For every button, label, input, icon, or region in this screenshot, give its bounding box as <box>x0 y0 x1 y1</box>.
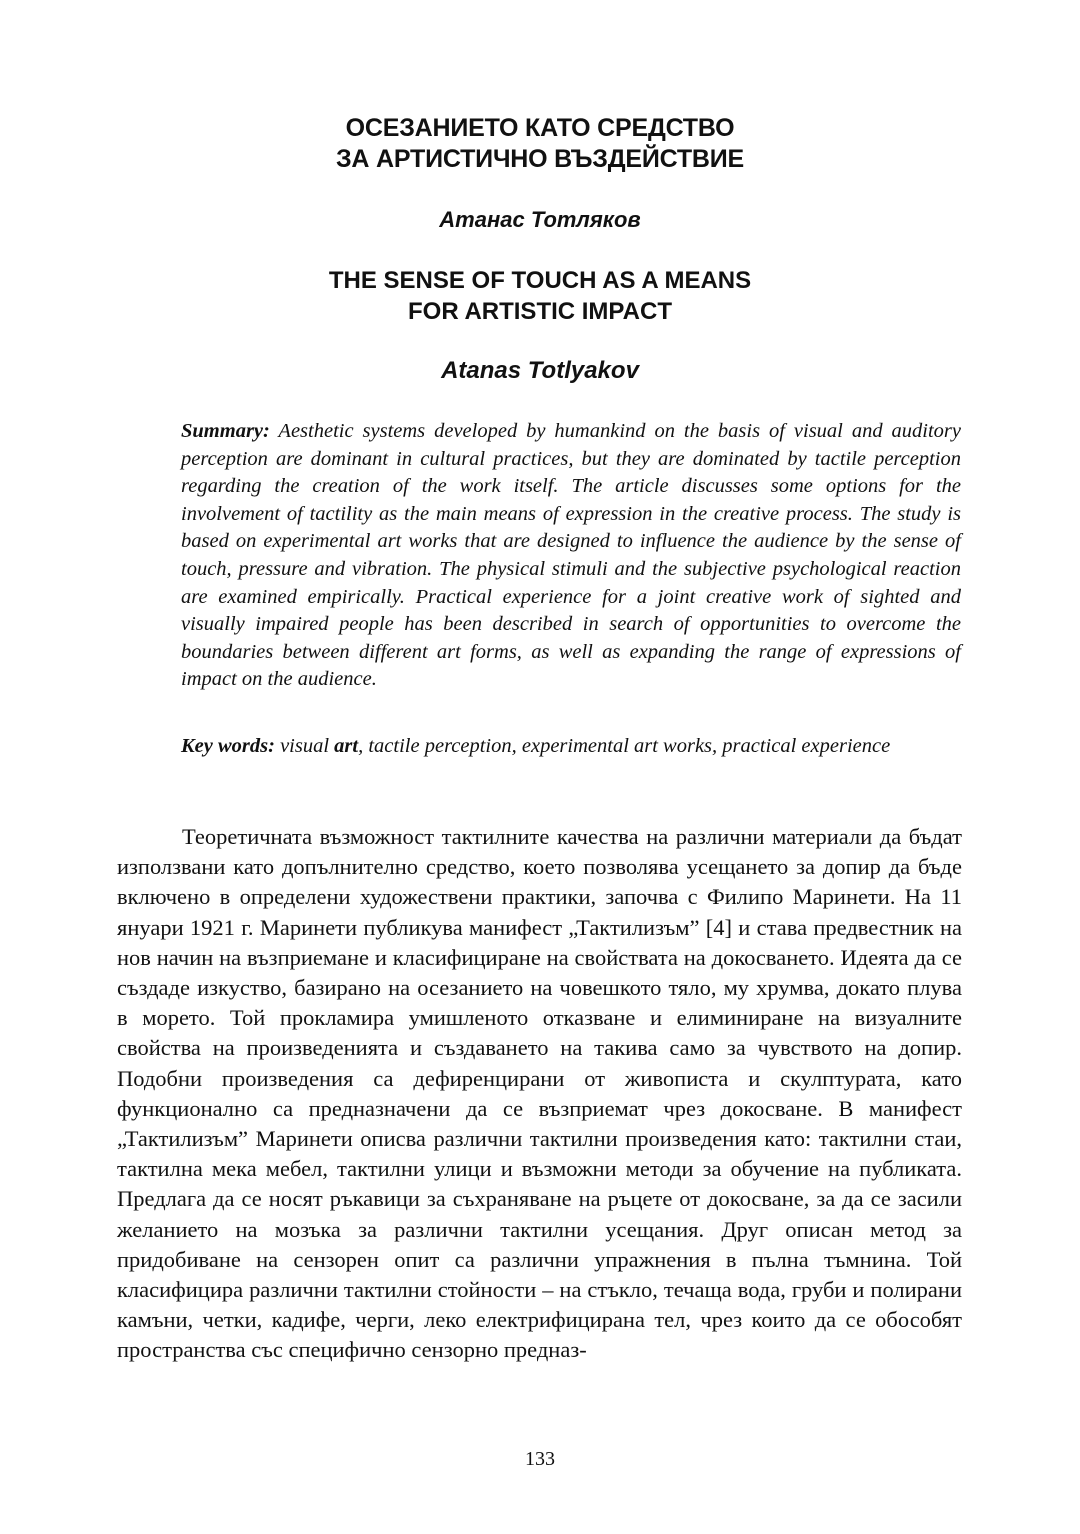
author-name-english: Atanas Totlyakov <box>441 357 639 384</box>
keywords-strong-term: art <box>334 735 359 757</box>
title-en-line-1: THE SENSE OF TOUCH AS A MEANS <box>328 267 752 294</box>
body-paragraph: Теоретичната възможност тактилните качества на различни материали да бъдат използвани като допълнително средство, което позволява усещането за допир да бъде включено в определени художествени практики, започва с Филипо Маринети. На 11 януари 1921 г. Маринети публикува манифест „Тактилизъм” [4] и става предвестник на нов начин на възприемане и класифициране на свойствата на докосването. Идеята да се създаде изкуство, базирано на осезанието на човешкото тяло, му хрумва, докато плува в морето. Той прокламира умишленото отказване и елиминиране на визуалните свойства на произведенията и създаването на такива само за чувството на допир. Подобни произведения са дефиренцирани от живописта и скулптурата, като функционално са предназначени да се възприемат чрез докосване. В манифест „Тактилизъм” Маринети описва различни тактилни произведения като: тактилни стаи, тактилна мека мебел, тактилни улици и възможни методи за обучение на публиката. Предлага да се носят ръкавици за съхраняване на ръцете от докосване, за да се засили желанието на мозъка за различни тактилни усещания. Друг описан метод за придобиване на сензорен опит са различни упражнения в пълна тъмнина. Той класифицира различни тактилни стойности – на стъкло, течаща вода, груби и полирани камъни, четки, кадифе, черги, леко електрифицирана тел, чрез които да се обособят пространства със специфично сензорно предназ- <box>117 824 962 1363</box>
keywords-label: Key words: <box>181 735 275 757</box>
article-title-bulgarian <box>0 113 1080 175</box>
article-title-english <box>0 265 1080 327</box>
abstract-summary <box>181 418 961 694</box>
page-number: 133 <box>525 1448 555 1470</box>
title-bg-line-1: ОСЕЗАНИЕТО КАТО СРЕДСТВО <box>345 114 735 142</box>
keywords-text-2: , tactile perception, experimental art works, practical experience <box>358 735 891 757</box>
title-bg-line-2: ЗА АРТИСТИЧНО ВЪЗДЕЙСТВИЕ <box>335 145 745 173</box>
summary-text: Aesthetic systems developed by humankind on the basis of visual and auditory perception are dominant in cultural practices, but they are dominated by tactile perception regarding the creation of the work itself. The article discusses some options for the involvement of tactility as the main means of expression in the creative process. The study is based on experimental art works that are designed to influence the audience by the sense of touch, pressure and vibration. The physical stimuli and the subjective psychological reaction are examined empirically. Practical experience for a joint creative work of sighted and visually impaired people has been described in search of opportunities to overcome the boundaries between different art forms, as well as expanding the range of expressions of impact on the audience. <box>181 420 961 691</box>
keywords <box>181 733 961 761</box>
title-en-line-2: FOR ARTISTIC IMPACT <box>408 298 672 325</box>
keywords-text-1: visual <box>274 735 335 757</box>
summary-label: Summary: <box>181 420 270 442</box>
author-name-bulgarian: Атанас Тотляков <box>439 207 641 232</box>
